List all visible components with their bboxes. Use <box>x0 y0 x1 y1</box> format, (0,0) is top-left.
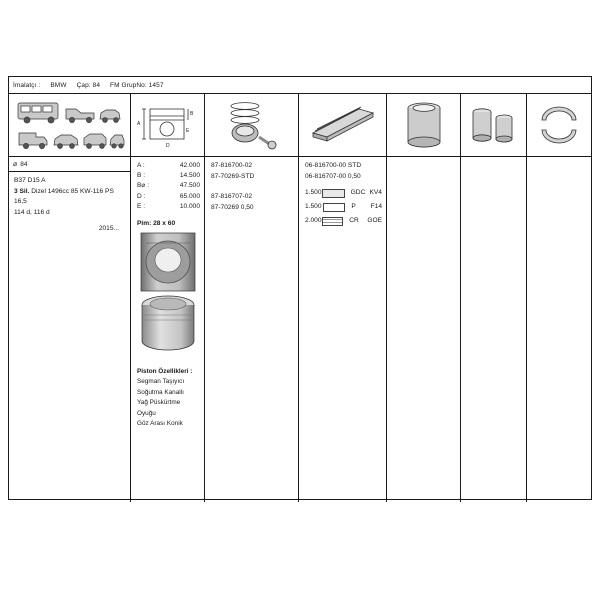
part-number: 06-816707-00 0,50 <box>305 172 361 180</box>
bushing-pair-icon <box>466 98 522 152</box>
measure-row <box>137 202 200 212</box>
bearing-column <box>527 157 591 502</box>
feature-item: Segman Taşıyıcı <box>137 378 185 386</box>
bearing-cell <box>527 94 591 156</box>
ring-row <box>305 202 382 213</box>
measure-value: 42.000 <box>179 162 200 169</box>
ring-profile-icon <box>323 203 346 212</box>
features-title: Piston Özellikleri : <box>137 368 193 376</box>
piston-dimension-diagram-icon <box>136 99 200 151</box>
group-number: FM GrupNo: 1457 <box>110 81 164 89</box>
engine-year: 2015... <box>98 225 119 232</box>
diameter-label: Çap: 84 <box>76 81 101 89</box>
feature-item: Oyuğu <box>137 409 156 417</box>
bushing-cell <box>461 94 527 156</box>
measure-value: 10.000 <box>179 202 200 210</box>
engine-spec-block <box>9 172 130 235</box>
cylinder-liner-icon <box>394 98 454 152</box>
engine-code: B37 D15 A <box>14 177 46 184</box>
engine-notes: 114 d, 116 d <box>14 208 50 216</box>
measure-value: 47.500 <box>179 182 200 190</box>
ring-size: 2.000 <box>305 217 322 224</box>
measure-row <box>137 171 200 181</box>
diameter-bar <box>9 157 130 172</box>
feature-item: Soğutma Kanallı <box>137 388 184 396</box>
ring-size: 1.500 <box>305 203 322 210</box>
measure-row <box>137 181 200 191</box>
ring-part-list <box>299 157 386 182</box>
spacer <box>211 182 294 192</box>
ring-set-cell <box>205 94 299 156</box>
ring-profile-icon <box>322 189 344 198</box>
ring-size: 1.500 <box>305 189 322 196</box>
measure-label: B : <box>137 172 146 180</box>
pin-dimension: Pim: 28 x 60 <box>137 220 176 228</box>
measure-list <box>131 157 204 212</box>
piston-part-list <box>205 157 298 213</box>
piston-ring-set-icon <box>209 97 295 153</box>
part-number: 87-70269-STD <box>211 172 255 180</box>
measure-value: 14.500 <box>179 172 200 180</box>
sheet-header <box>9 77 591 94</box>
ring-code: P <box>351 203 356 210</box>
measure-row <box>137 161 200 171</box>
diameter-symbol-icon: ⌀ <box>13 161 18 168</box>
ring-row <box>305 216 382 227</box>
manufacturer-value: BMW <box>50 81 67 89</box>
icon-header-row <box>9 94 591 157</box>
ring-part-numbers-column <box>299 157 387 502</box>
svg-text:A: A <box>136 121 140 127</box>
part-number: 87-70269 0,50 <box>211 203 254 211</box>
svg-text:B: B <box>189 111 193 117</box>
part-number: 06-816700-00 STD <box>305 162 362 169</box>
engine-fuel-power: Dizel 1496cc 85 KW-116 PS 16,5 <box>14 187 114 205</box>
ring-code: GDC <box>350 189 366 196</box>
bushing-column <box>461 157 527 502</box>
liner-column <box>387 157 461 502</box>
measure-value: 65.000 <box>179 192 200 200</box>
ring-detail-list <box>299 182 386 227</box>
diameter-value: 84 <box>20 160 28 168</box>
ring-profile-icon <box>322 217 344 226</box>
svg-text:E: E <box>185 128 189 134</box>
piston-dimension-cell <box>131 94 205 156</box>
vehicle-types-icon <box>14 97 126 153</box>
data-row <box>9 157 591 502</box>
engine-cylinders: 3 Sil. <box>14 187 30 195</box>
part-number: 87-816700-02 <box>211 162 253 169</box>
vehicle-types-cell <box>9 94 131 156</box>
measure-label: D : <box>137 192 146 200</box>
piston-measures-column <box>131 157 205 502</box>
bearing-shells-icon <box>532 98 586 152</box>
engine-info-column <box>9 157 131 502</box>
ring-row <box>305 188 382 199</box>
ring-code-2: F14 <box>370 203 382 210</box>
piston-part-numbers-column <box>205 157 299 502</box>
ring-stack-cell <box>299 94 387 156</box>
piston-photo <box>137 231 199 361</box>
measure-row <box>137 192 200 202</box>
measure-label: A : <box>137 162 145 169</box>
measure-label: E : <box>137 202 146 210</box>
measure-label: B⌀ : <box>137 182 150 190</box>
cylinder-liner-cell <box>387 94 461 156</box>
part-number: 87-816707-02 <box>211 193 253 200</box>
ring-code: CR <box>349 217 359 224</box>
ring-code-2: GOE <box>367 217 382 224</box>
svg-text:D: D <box>165 143 170 149</box>
feature-item: Yağ Püskürtme <box>137 399 181 407</box>
piston-features <box>131 361 204 429</box>
manufacturer-label: İmalatçı : <box>13 81 41 89</box>
catalog-sheet <box>8 76 592 500</box>
ring-stack-icon <box>303 99 383 151</box>
feature-item: Göz Arası Konik <box>137 420 183 428</box>
ring-code-2: KV4 <box>369 189 382 196</box>
